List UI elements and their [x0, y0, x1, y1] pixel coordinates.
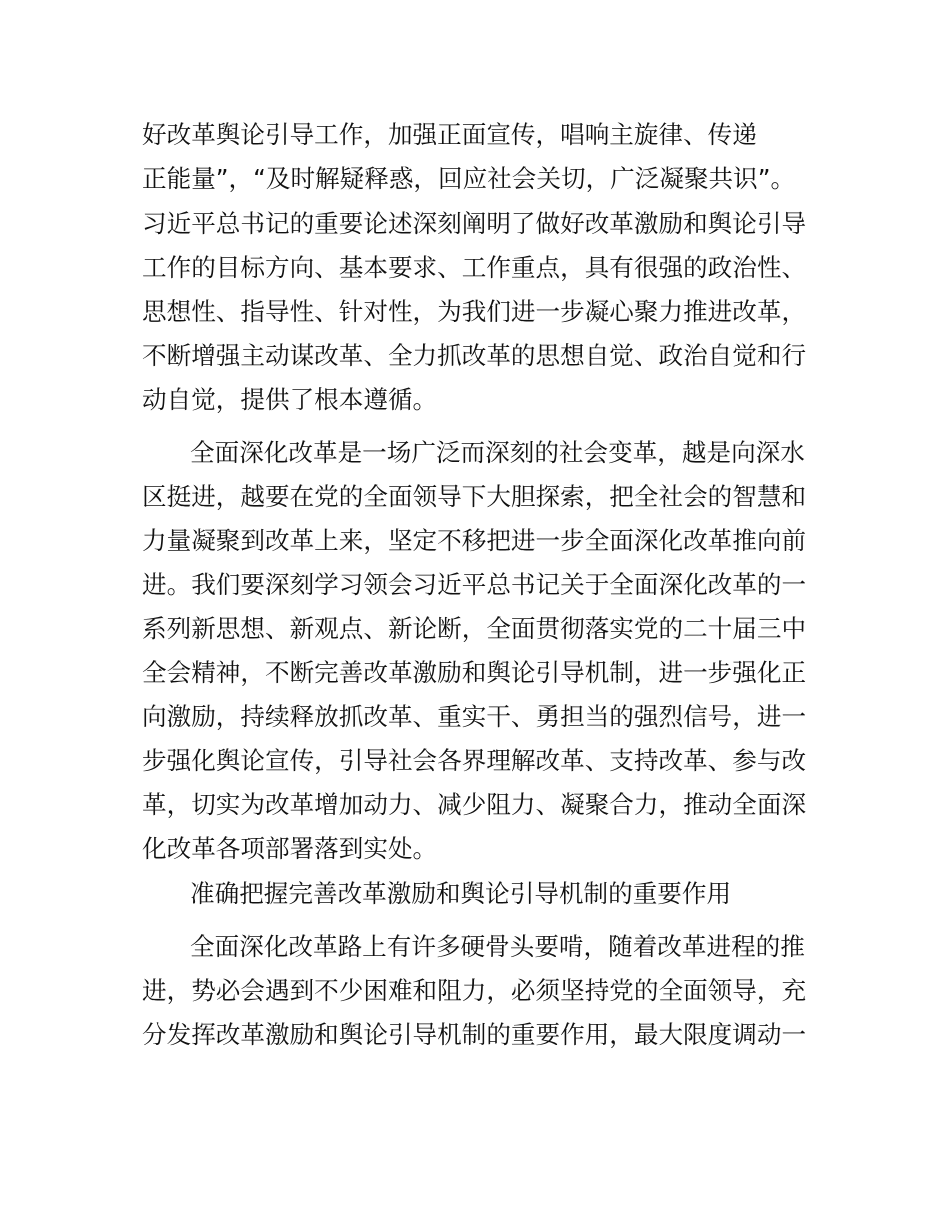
paragraph-2-line-5: 动自觉，提供了根本遵循。	[142, 385, 438, 414]
paragraph-3-line-7: 向激励，持续释放抓改革、重实干、勇担当的强烈信号，进一	[142, 702, 807, 731]
paragraph-4-line-3: 分发挥改革激励和舆论引导机制的重要作用，最大限度调动一	[142, 1020, 807, 1049]
paragraph-4-line-1: 全面深化改革路上有许多硬骨头要啃，随着改革进程的推	[190, 932, 805, 961]
paragraph-3-line-5: 系列新思想、新观点、新论断，全面贯彻落实党的二十届三中	[142, 614, 807, 643]
paragraph-1-line-1: 好改革舆论引导工作，加强正面宣传，唱响主旋律、传递	[142, 120, 757, 149]
paragraph-3-line-4: 进。我们要深刻学习领会习近平总书记关于全面深化改革的一	[142, 570, 807, 599]
paragraph-3-line-9: 革，切实为改革增加动力、减少阻力、凝聚合力，推动全面深	[142, 790, 807, 819]
paragraph-2-line-2: 工作的目标方向、基本要求、工作重点，具有很强的政治性、	[142, 253, 807, 282]
section-heading: 准确把握完善改革激励和舆论引导机制的重要作用	[190, 879, 732, 908]
paragraph-3-line-2: 区挺进，越要在党的全面领导下大胆探索，把全社会的智慧和	[142, 482, 807, 511]
paragraph-3-line-8: 步强化舆论宣传，引导社会各界理解改革、支持改革、参与改	[142, 746, 807, 775]
paragraph-4-line-2: 进，势必会遇到不少困难和阻力，必须坚持党的全面领导，充	[142, 976, 807, 1005]
paragraph-2-line-4: 不断增强主动谋改革、全力抓改革的思想自觉、政治自觉和行	[142, 341, 807, 370]
paragraph-3-line-1: 全面深化改革是一场广泛而深刻的社会变革，越是向深水	[190, 438, 805, 467]
paragraph-3-line-10: 化改革各项部署落到实处。	[142, 834, 438, 863]
paragraph-2-line-1: 习近平总书记的重要论述深刻阐明了做好改革激励和舆论引导	[142, 209, 807, 238]
paragraph-3-line-6: 全会精神，不断完善改革激励和舆论引导机制，进一步强化正	[142, 658, 807, 687]
paragraph-3-line-3: 力量凝聚到改革上来，坚定不移把进一步全面深化改革推向前	[142, 526, 807, 555]
paragraph-1-line-2: 正能量”，“及时解疑释惑，回应社会关切，广泛凝聚共识”。	[142, 164, 796, 193]
paragraph-2-line-3: 思想性、指导性、针对性，为我们进一步凝心聚力推进改革，	[142, 297, 807, 326]
